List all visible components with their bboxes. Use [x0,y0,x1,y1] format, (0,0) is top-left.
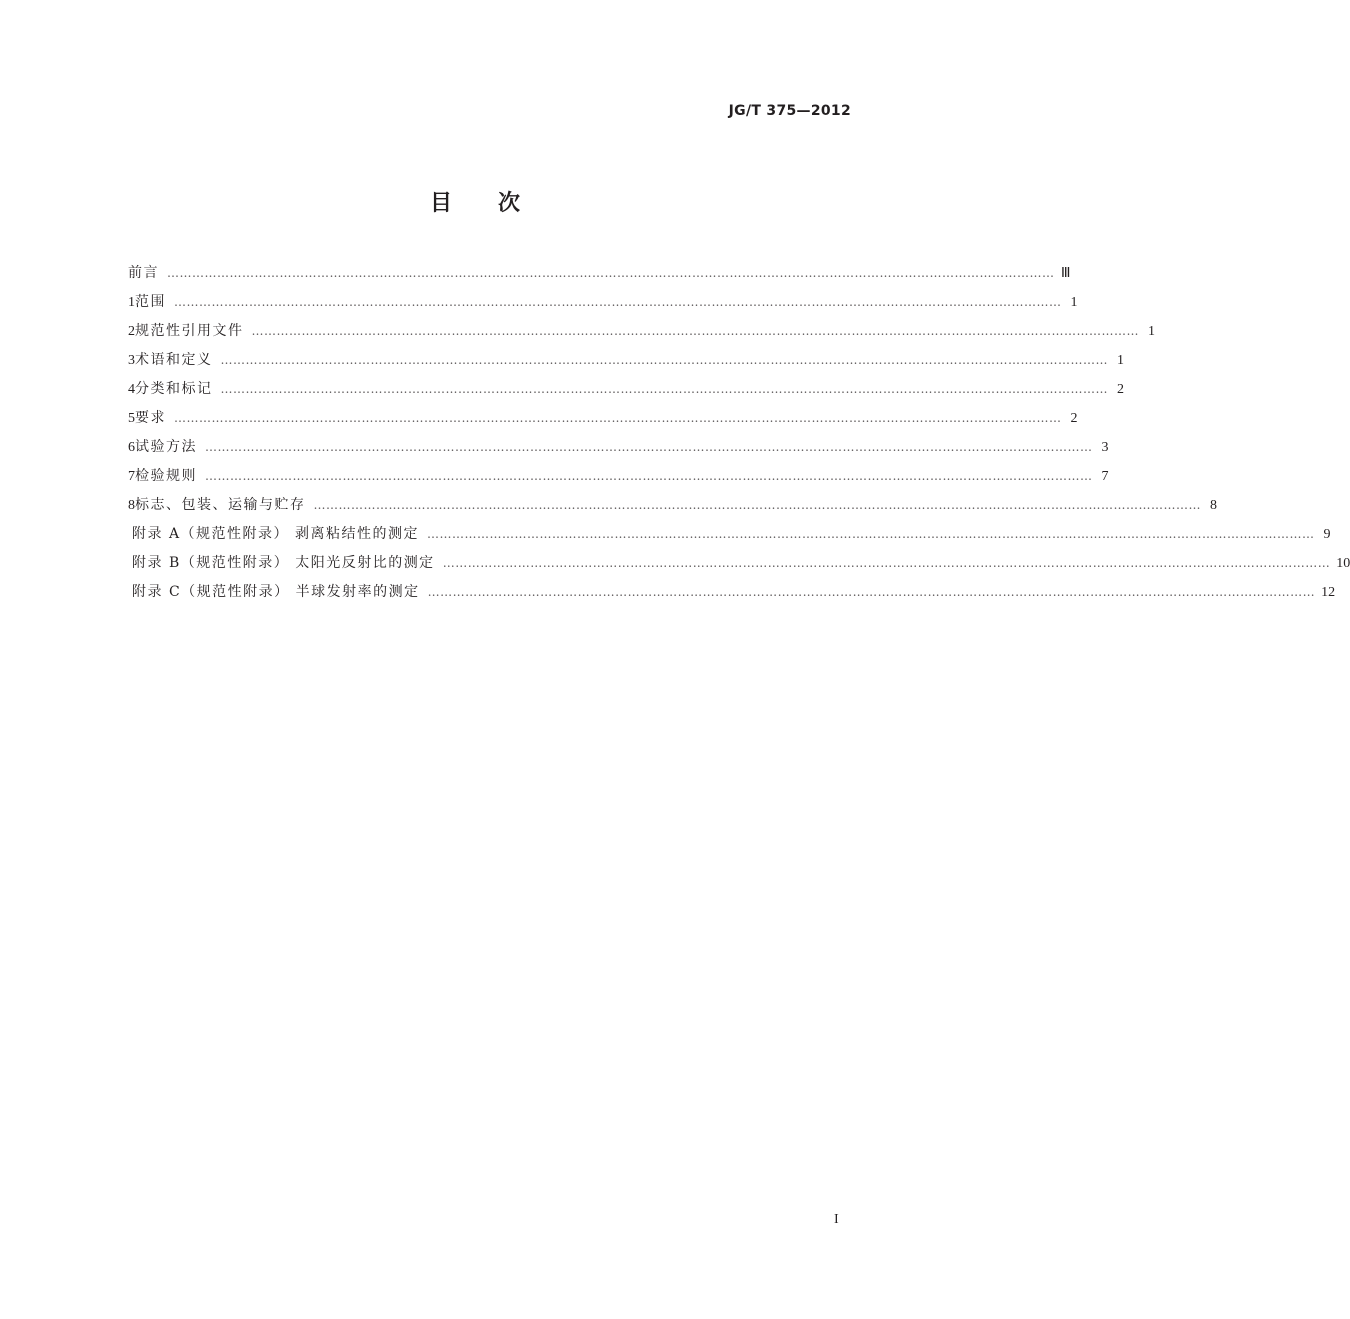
toc-entry-5[interactable] [128,404,1078,433]
toc-entry-page: 1 [1070,295,1078,310]
toc-entry-appendix-a[interactable] [128,520,1331,549]
toc-entry-label: 术语和定义 [135,352,213,368]
toc-entry-page: 8 [1210,498,1217,513]
table-of-contents [128,259,1350,607]
toc-entry-label: 范围 [135,294,166,310]
toc-entry-label: 前言 [128,265,159,281]
toc-entry-label: 检验规则 [135,468,197,484]
toc-leader: …………………………………………………………………………………………………………………………………………………………………………………………… [313,498,1201,512]
page-number: I [834,1212,839,1227]
toc-entry-label: 附录 C（规范性附录） 半球发射率的测定 [132,584,420,600]
toc-leader: …………………………………………………………………………………………………………………………………………………………………………………………… [427,527,1315,541]
toc-leader: …………………………………………………………………………………………………………………………………………………………………………………………… [174,295,1062,309]
toc-entry-7[interactable] [128,462,1109,491]
toc-entry-page: 1 [1117,353,1124,368]
toc-title: 目次 [429,191,566,216]
toc-entry-page: Ⅲ [1060,266,1071,281]
toc-entry-number: 5 [128,411,135,426]
toc-leader: …………………………………………………………………………………………………………………………………………………………………………………………… [220,382,1108,396]
toc-entry-page: 1 [1148,324,1155,339]
standard-code: JG/T 375—2012 [728,103,851,119]
toc-leader: …………………………………………………………………………………………………………………………………………………………………………………………… [220,353,1108,367]
toc-entry-1[interactable] [128,288,1078,317]
toc-leader: …………………………………………………………………………………………………………………………………………………………………………………………… [167,266,1055,280]
toc-entry-label: 附录 B（规范性附录） 太阳光反射比的测定 [132,555,435,571]
toc-entry-8[interactable] [128,491,1217,520]
toc-entry-page: 7 [1101,469,1109,484]
toc-entry-number: 2 [128,324,135,339]
toc-entry-page: 2 [1117,382,1124,397]
toc-entry-label: 规范性引用文件 [135,323,244,339]
toc-entry-page: 3 [1101,440,1109,455]
toc-entry-number: 4 [128,382,135,397]
toc-entry-label: 分类和标记 [135,381,213,397]
toc-entry-page: 2 [1070,411,1078,426]
toc-entry-label: 要求 [135,410,166,426]
toc-leader: …………………………………………………………………………………………………………………………………………………………………………………………… [174,411,1062,425]
toc-entry-appendix-c[interactable] [128,578,1336,607]
toc-entry-number: 6 [128,440,135,455]
toc-entry-number: 3 [128,353,135,368]
toc-entry-4[interactable] [128,375,1124,404]
toc-entry-6[interactable] [128,433,1109,462]
toc-entry-number: 1 [128,295,135,310]
toc-entry-foreword[interactable] [128,259,1071,288]
toc-entry-label: 标志、包装、运输与贮存 [135,497,306,513]
toc-entry-appendix-b[interactable] [128,549,1350,578]
toc-entry-label: 试验方法 [135,439,197,455]
toc-leader: …………………………………………………………………………………………………………………………………………………………………………………………… [205,469,1093,483]
toc-entry-number: 8 [128,498,135,513]
toc-entry-page: 12 [1321,585,1336,600]
toc-leader: …………………………………………………………………………………………………………………………………………………………………………………………… [205,440,1093,454]
toc-entry-page: 10 [1336,556,1350,571]
toc-entry-label: 附录 A（规范性附录） 剥离粘结性的测定 [132,526,420,542]
toc-entry-page: 9 [1323,527,1331,542]
toc-leader: …………………………………………………………………………………………………………………………………………………………………………………………… [251,324,1139,338]
toc-leader: …………………………………………………………………………………………………………………………………………………………………………………………… [427,585,1316,599]
toc-leader: …………………………………………………………………………………………………………………………………………………………………………………………… [442,556,1331,570]
toc-entry-number: 7 [128,469,135,484]
toc-entry-3[interactable] [128,346,1124,375]
toc-entry-2[interactable] [128,317,1155,346]
